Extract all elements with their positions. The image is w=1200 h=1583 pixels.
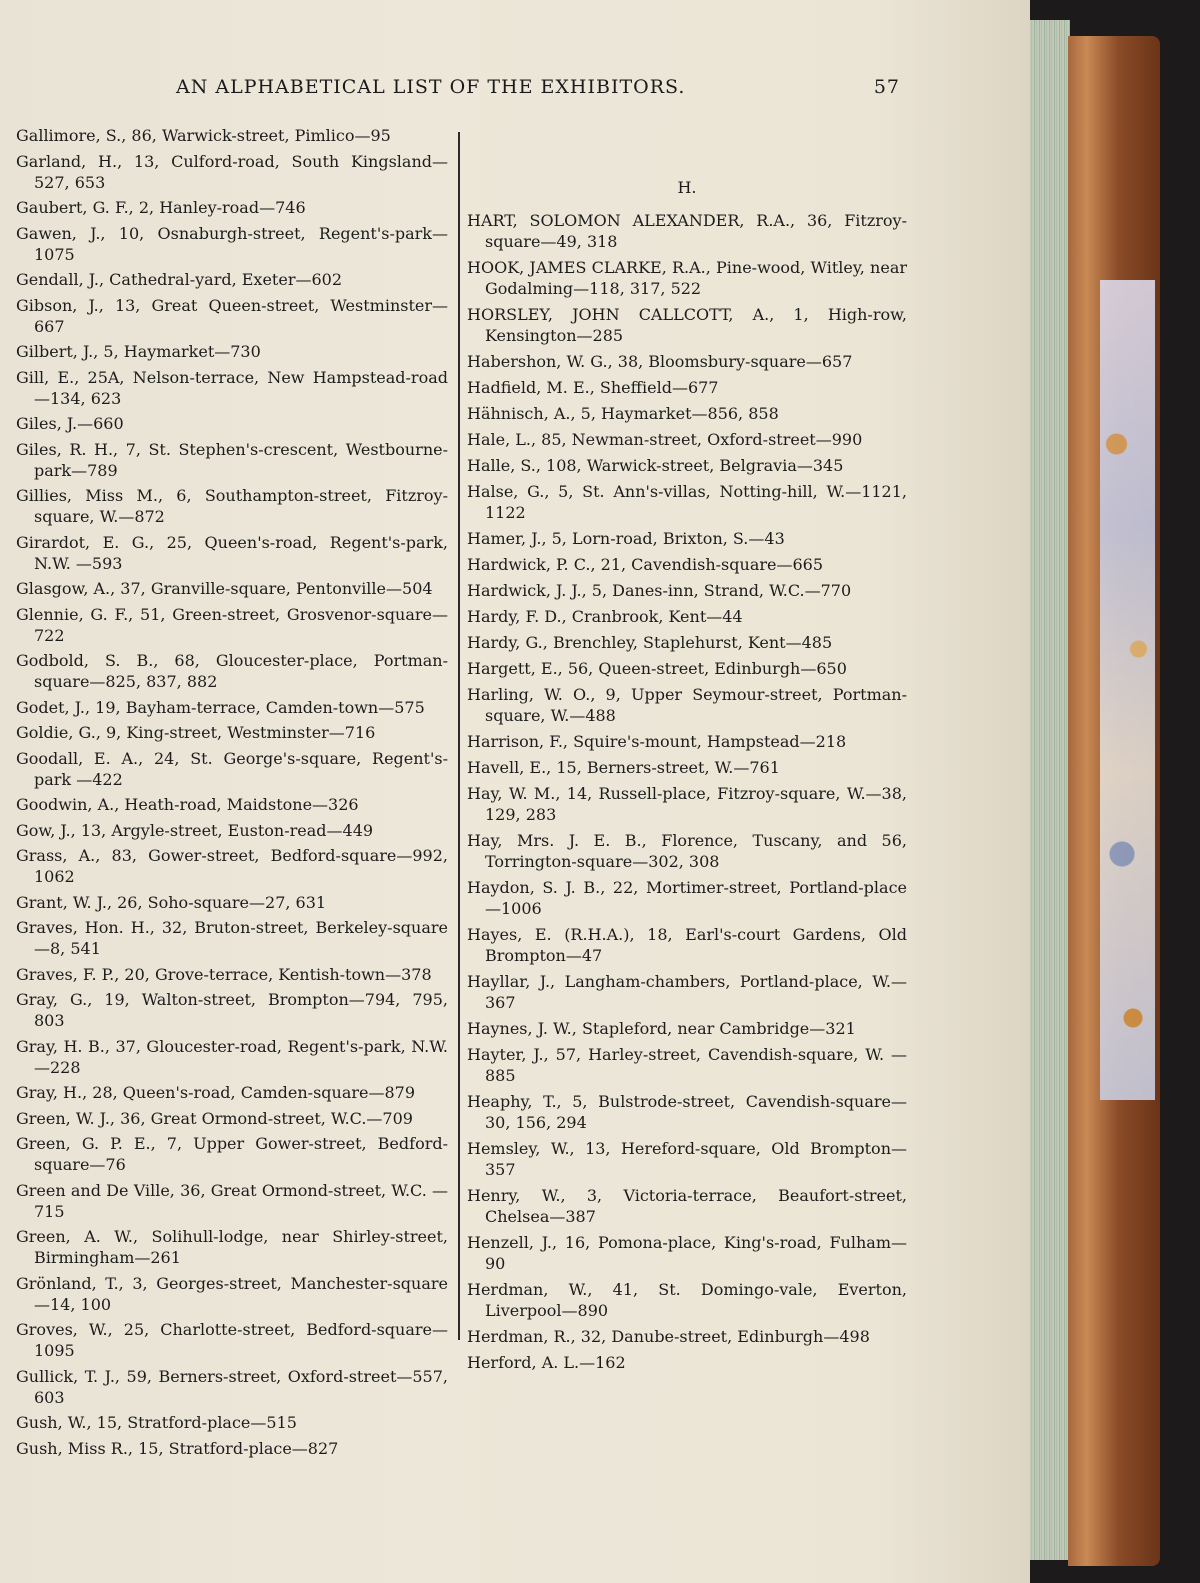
exhibitor-entry: Goodwin, A., Heath-road, Maidstone—326 — [16, 795, 359, 814]
exhibitor-entry: HOOK, JAMES CLARKE, R.A., Pine-wood, Witley, near Godalming—118, 317, 522 — [467, 258, 907, 298]
exhibitor-entry: Glennie, G. F., 51, Green-street, Grosvenor-square—722 — [16, 604, 448, 645]
exhibitor-entry: Gilbert, J., 5, Haymarket—730 — [16, 342, 261, 361]
exhibitor-entry: Gillies, Miss M., 6, Southampton-street, Fitzroy-square, W.—872 — [16, 486, 448, 526]
exhibitor-entry: Hemsley, W., 13, Hereford-square, Old Brompton—357 — [467, 1139, 907, 1179]
exhibitor-entry: Gallimore, S., 86, Warwick-street, Pimlico—95 — [16, 126, 391, 145]
exhibitor-entry: Garland, H., 13, Culford-road, South Kingsland—527, 653 — [16, 151, 448, 192]
exhibitor-entry: Hadfield, M. E., Sheffield—677 — [467, 378, 719, 397]
exhibitor-entry: Giles, R. H., 7, St. Stephen's-crescent, Westbourne-park—789 — [16, 439, 448, 480]
exhibitor-entry: Gibson, J., 13, Great Queen-street, Westminster—667 — [16, 295, 448, 336]
exhibitor-entry: Gray, H., 28, Queen's-road, Camden-square—879 — [16, 1083, 416, 1102]
right-column — [467, 125, 907, 1378]
exhibitor-entry: Hay, W. M., 14, Russell-place, Fitzroy-square, W.—38, 129, 283 — [467, 784, 907, 824]
marbled-endpaper — [1100, 280, 1155, 1100]
exhibitor-entry: Glasgow, A., 37, Granville-square, Pentonville—504 — [16, 579, 433, 598]
exhibitor-entry: Hay, Mrs. J. E. B., Florence, Tuscany, and 56, Torrington-square—302, 308 — [467, 831, 907, 871]
exhibitor-entry: Hayllar, J., Langham-chambers, Portland-place, W.—367 — [467, 972, 907, 1012]
right-entries — [467, 210, 907, 1373]
exhibitor-entry: Herford, A. L.—162 — [467, 1353, 626, 1372]
exhibitor-entry: Hargett, E., 56, Queen-street, Edinburgh—650 — [467, 659, 847, 678]
exhibitor-entry: Henzell, J., 16, Pomona-place, King's-road, Fulham—90 — [467, 1233, 907, 1273]
exhibitor-entry: Grass, A., 83, Gower-street, Bedford-square—992, 1062 — [16, 846, 448, 886]
exhibitor-entry: Heaphy, T., 5, Bulstrode-street, Cavendish-square—30, 156, 294 — [467, 1092, 907, 1132]
exhibitor-entry: Girardot, E. G., 25, Queen's-road, Regent's-park, N.W. —593 — [16, 532, 448, 573]
exhibitor-entry: Green, G. P. E., 7, Upper Gower-street, Bedford-square—76 — [16, 1134, 448, 1174]
exhibitor-entry: Godbold, S. B., 68, Gloucester-place, Portman-square—825, 837, 882 — [16, 651, 448, 691]
exhibitor-entry: Gullick, T. J., 59, Berners-street, Oxford-street—557, 603 — [16, 1366, 448, 1407]
exhibitor-entry: Green, A. W., Solihull-lodge, near Shirley-street, Birmingham—261 — [16, 1227, 448, 1267]
exhibitor-entry: Herdman, R., 32, Danube-street, Edinburgh—498 — [467, 1327, 870, 1346]
exhibitor-entry: Hardwick, P. C., 21, Cavendish-square—665 — [467, 555, 824, 574]
exhibitor-entry: Hähnisch, A., 5, Haymarket—856, 858 — [467, 404, 779, 423]
page-title: AN ALPHABETICAL LIST OF THE EXHIBITORS. — [176, 76, 686, 98]
page-number: 57 — [873, 76, 900, 98]
exhibitor-entry: Haydon, S. J. B., 22, Mortimer-street, Portland-place —1006 — [467, 878, 907, 918]
exhibitor-entry: Giles, J.—660 — [16, 414, 124, 433]
exhibitor-entry: Gill, E., 25A, Nelson-terrace, New Hampstead-road—134, 623 — [16, 367, 448, 408]
exhibitor-entry: Gawen, J., 10, Osnaburgh-street, Regent's-park—1075 — [16, 223, 448, 264]
exhibitor-entry: Gush, Miss R., 15, Stratford-place—827 — [16, 1438, 339, 1458]
column-divider — [458, 132, 460, 1340]
exhibitor-entry: Hardy, F. D., Cranbrook, Kent—44 — [467, 607, 743, 626]
exhibitor-entry: Hamer, J., 5, Lorn-road, Brixton, S.—43 — [467, 529, 785, 548]
exhibitor-entry: HART, SOLOMON ALEXANDER, R.A., 36, Fitzroy-square—49, 318 — [467, 211, 907, 251]
exhibitor-entry: Grönland, T., 3, Georges-street, Manchester-square—14, 100 — [16, 1273, 448, 1314]
exhibitor-entry: Herdman, W., 41, St. Domingo-vale, Everton, Liverpool—890 — [467, 1280, 907, 1320]
exhibitor-entry: Hardwick, J. J., 5, Danes-inn, Strand, W.C.—770 — [467, 581, 852, 600]
exhibitor-entry: Gendall, J., Cathedral-yard, Exeter—602 — [16, 270, 343, 289]
exhibitor-entry: Habershon, W. G., 38, Bloomsbury-square—657 — [467, 352, 853, 371]
exhibitor-entry: Graves, F. P., 20, Grove-terrace, Kentish-town—378 — [16, 964, 432, 984]
exhibitor-entry: Harrison, F., Squire's-mount, Hampstead—218 — [467, 732, 847, 751]
exhibitor-entry: Gray, G., 19, Walton-street, Brompton—794, 795, 803 — [16, 990, 448, 1030]
exhibitor-entry: Gush, W., 15, Stratford-place—515 — [16, 1413, 297, 1432]
exhibitor-entry: Green, W. J., 36, Great Ormond-street, W.C.—709 — [16, 1108, 413, 1128]
section-letter: H. — [677, 178, 697, 197]
exhibitor-entry: Halse, G., 5, St. Ann's-villas, Notting-hill, W.—1121, 1122 — [467, 482, 907, 522]
exhibitor-entry: Harling, W. O., 9, Upper Seymour-street, Portman-square, W.—488 — [467, 685, 907, 725]
exhibitor-entry: Hale, L., 85, Newman-street, Oxford-street—990 — [467, 430, 863, 449]
exhibitor-entry: Halle, S., 108, Warwick-street, Belgravia—345 — [467, 456, 844, 475]
exhibitor-entry: Hardy, G., Brenchley, Staplehurst, Kent—485 — [467, 633, 833, 652]
exhibitor-entry: Gray, H. B., 37, Gloucester-road, Regent's-park, N.W.—228 — [16, 1036, 448, 1077]
exhibitor-entry: Groves, W., 25, Charlotte-street, Bedford-square—1095 — [16, 1320, 448, 1360]
exhibitor-entry: Gaubert, G. F., 2, Hanley-road—746 — [16, 198, 306, 217]
left-column — [16, 125, 448, 1463]
exhibitor-entry: Gow, J., 13, Argyle-street, Euston-read—449 — [16, 820, 374, 840]
exhibitor-entry: Haynes, J. W., Stapleford, near Cambridge—321 — [467, 1019, 856, 1038]
exhibitor-entry: Graves, Hon. H., 32, Bruton-street, Berkeley-square—8, 541 — [16, 918, 448, 958]
exhibitor-entry: Hayes, E. (R.H.A.), 18, Earl's-court Gardens, Old Brompton—47 — [467, 925, 907, 965]
exhibitor-entry: HORSLEY, JOHN CALLCOTT, A., 1, High-row, Kensington—285 — [467, 305, 907, 345]
exhibitor-entry: Hayter, J., 57, Harley-street, Cavendish-square, W. —885 — [467, 1045, 907, 1085]
exhibitor-entry: Godet, J., 19, Bayham-terrace, Camden-town—575 — [16, 697, 425, 717]
exhibitor-entry: Goldie, G., 9, King-street, Westminster—716 — [16, 723, 376, 742]
exhibitor-entry: Green and De Ville, 36, Great Ormond-street, W.C. —715 — [16, 1180, 448, 1221]
exhibitor-entry: Grant, W. J., 26, Soho-square—27, 631 — [16, 892, 327, 912]
exhibitor-entry: Havell, E., 15, Berners-street, W.—761 — [467, 758, 780, 777]
exhibitor-entry: Goodall, E. A., 24, St. George's-square, Regent's-park —422 — [16, 748, 448, 789]
page-edges — [1030, 20, 1070, 1560]
exhibitor-entry: Henry, W., 3, Victoria-terrace, Beaufort-street, Chelsea—387 — [467, 1186, 907, 1226]
